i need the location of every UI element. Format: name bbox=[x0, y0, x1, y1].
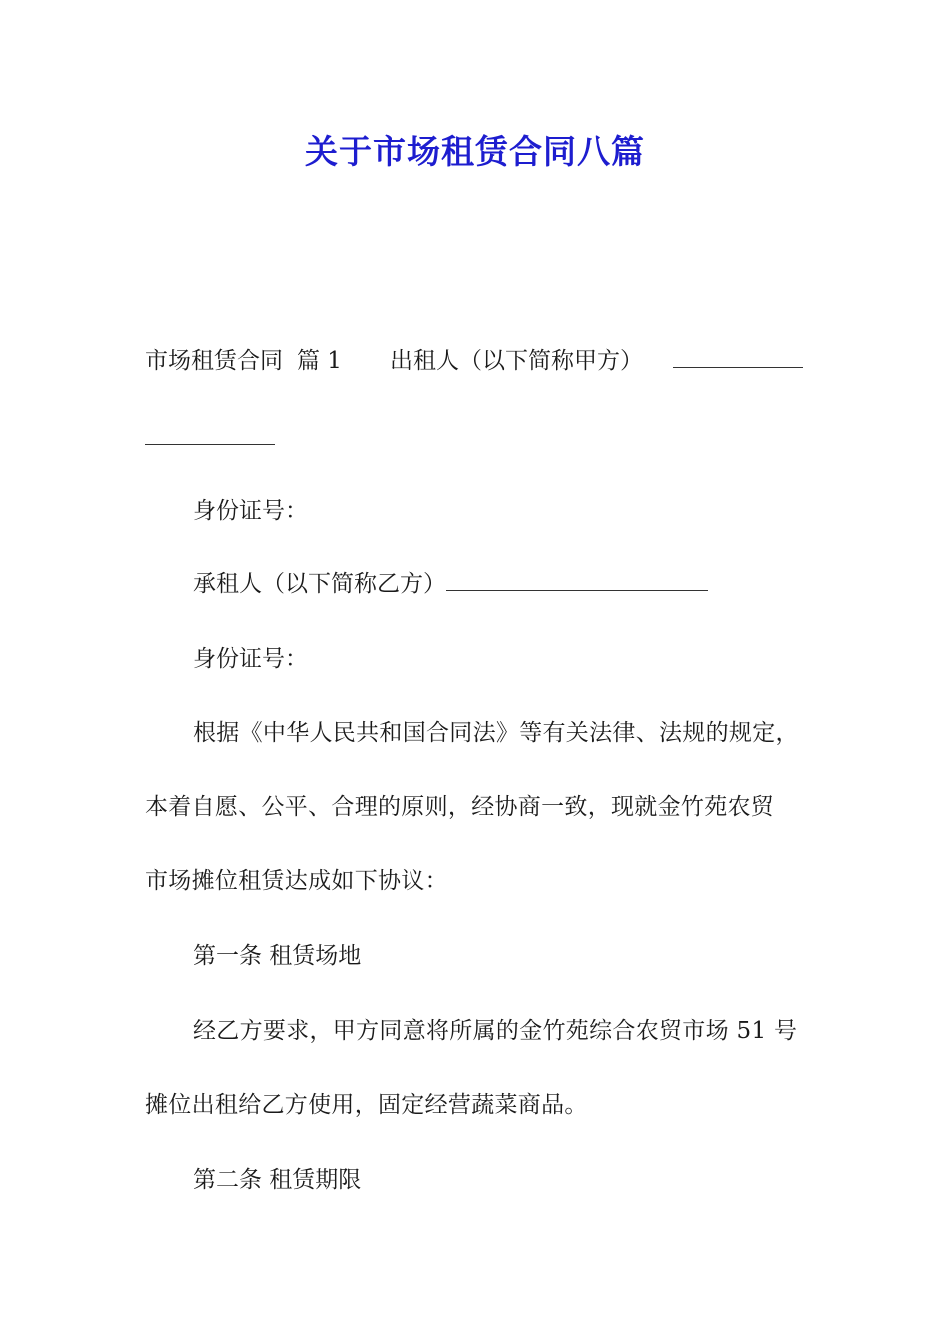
lessor-name-blank-continued bbox=[145, 420, 275, 445]
lessee-name-blank bbox=[446, 566, 708, 591]
lessor-id-line: 身份证号： bbox=[193, 498, 308, 524]
lessee-label: 承租人（以下简称乙方） bbox=[193, 571, 446, 597]
document-title: 关于市场租赁合同八篇 bbox=[305, 132, 645, 171]
preamble-line-1: 根据《中华人民共和国合同法》等有关法律、法规的规定， bbox=[193, 720, 799, 746]
contract-number: 篇 1 bbox=[297, 348, 342, 374]
contract-heading: 市场租赁合同 bbox=[145, 348, 283, 374]
article-1-text-line-1: 经乙方要求，甲方同意将所属的金竹苑综合农贸市场 51 号 bbox=[193, 1018, 798, 1044]
preamble-line-3: 市场摊位租赁达成如下协议： bbox=[145, 868, 448, 894]
article-1-title: 第一条 租赁场地 bbox=[193, 943, 362, 969]
lessee-id-line: 身份证号： bbox=[193, 646, 308, 672]
article-1-text-line-2: 摊位出租给乙方使用，固定经营蔬菜商品。 bbox=[145, 1092, 588, 1118]
article-2-title: 第二条 租赁期限 bbox=[193, 1167, 362, 1193]
lessor-label: 出租人（以下简称甲方） bbox=[389, 348, 643, 374]
preamble-line-2: 本着自愿、公平、合理的原则，经协商一致，现就金竹苑农贸 bbox=[145, 794, 775, 820]
lessor-name-blank bbox=[673, 343, 803, 368]
contract-heading-line bbox=[145, 343, 825, 378]
lessor-name-blank-continued-line bbox=[145, 420, 825, 455]
lessee-line bbox=[193, 566, 873, 601]
